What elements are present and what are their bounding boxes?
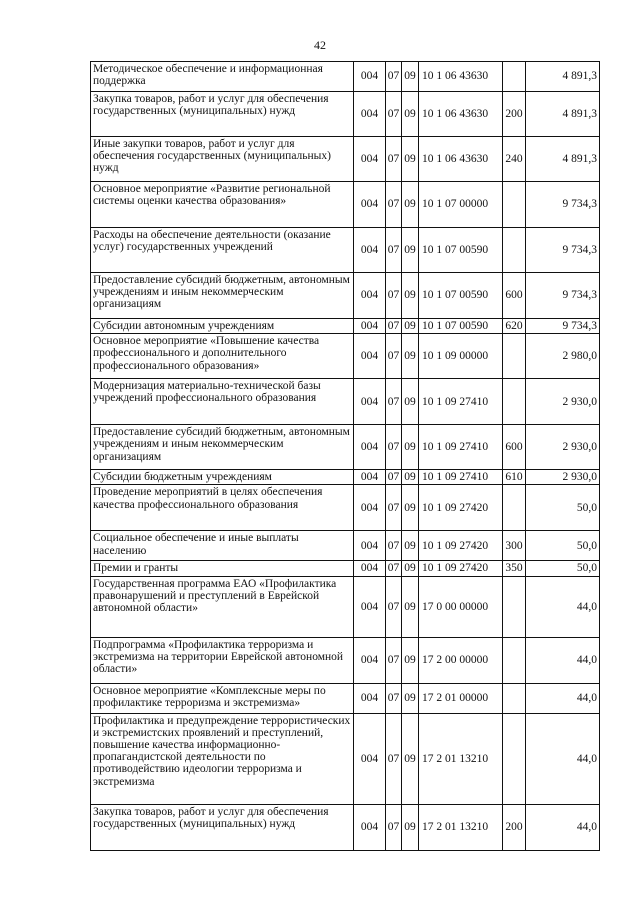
cell-ved: 004 [354,92,386,137]
cell-csr: 10 1 09 27410 [419,425,503,470]
cell-sum: 9 734,3 [526,273,600,319]
cell-ved: 004 [354,137,386,182]
cell-csr: 17 0 00 00000 [419,576,503,637]
row-name: Социальное обеспечение и иные выплаты населению [93,532,299,557]
cell-ved: 004 [354,485,386,531]
cell-name [91,319,354,334]
cell-name [91,683,354,713]
cell-ved: 004 [354,576,386,637]
cell-csr: 10 1 09 27410 [419,379,503,425]
row-name: Профилактика и предупреждение террористических и экстремистских проявлений и преступлений, повышение качества информационно-пропагандистской деятельности по противодействию идеологии терроризма и экстремизма [93,714,351,788]
cell-pr: 09 [402,804,419,850]
cell-vr: 200 [503,92,526,137]
cell-vr: 600 [503,273,526,319]
cell-sum: 50,0 [526,531,600,561]
cell-rz: 07 [386,319,402,334]
cell-rz: 07 [386,485,402,531]
cell-ved: 004 [354,182,386,228]
cell-csr: 10 1 09 27410 [419,470,503,485]
table-row [91,561,600,576]
cell-ved: 004 [354,228,386,273]
table-row [91,531,600,561]
cell-rz: 07 [386,531,402,561]
cell-vr [503,379,526,425]
cell-sum: 4 891,3 [526,137,600,182]
cell-pr: 09 [402,319,419,334]
cell-pr: 09 [402,561,419,576]
cell-csr: 17 2 01 13210 [419,804,503,850]
cell-csr: 10 1 07 00590 [419,228,503,273]
table-row [91,228,600,273]
budget-table [90,61,600,851]
cell-rz: 07 [386,228,402,273]
cell-pr: 09 [402,228,419,273]
cell-csr: 17 2 00 00000 [419,637,503,683]
cell-csr: 10 1 09 27420 [419,485,503,531]
table-row [91,379,600,425]
row-name: Основное мероприятие «Развитие региональной системы оценки качества образования» [93,183,331,208]
row-name: Предоставление субсидий бюджетным, автономным учреждениям и иным некоммерческим организациям [93,274,350,311]
cell-csr: 10 1 06 43630 [419,62,503,92]
row-name: Субсидии автономным учреждениям [93,320,275,332]
row-name: Закупка товаров, работ и услуг для обеспечения государственных (муниципальных) нужд [93,805,329,830]
cell-name [91,334,354,379]
cell-rz: 07 [386,62,402,92]
cell-vr [503,334,526,379]
cell-sum: 44,0 [526,804,600,850]
cell-vr [503,637,526,683]
cell-csr: 17 2 01 00000 [419,683,503,713]
table-row [91,182,600,228]
cell-vr [503,485,526,531]
cell-ved: 004 [354,713,386,804]
cell-csr: 10 1 06 43630 [419,92,503,137]
table-row [91,425,600,470]
row-name: Предоставление субсидий бюджетным, автономным учреждениям и иным некоммерческим организациям [93,426,350,463]
cell-sum: 4 891,3 [526,62,600,92]
row-name: Проведение мероприятий в целях обеспечения качества профессионального образования [93,486,323,511]
cell-ved: 004 [354,425,386,470]
table-body [91,62,600,851]
cell-pr: 09 [402,92,419,137]
cell-sum: 44,0 [526,637,600,683]
cell-sum: 4 891,3 [526,92,600,137]
cell-csr: 10 1 06 43630 [419,137,503,182]
cell-vr: 620 [503,319,526,334]
cell-csr: 10 1 07 00590 [419,319,503,334]
cell-csr: 10 1 09 27420 [419,561,503,576]
cell-name [91,379,354,425]
table-row [91,470,600,485]
cell-pr: 09 [402,576,419,637]
cell-ved: 004 [354,273,386,319]
cell-rz: 07 [386,425,402,470]
cell-name [91,137,354,182]
cell-name [91,485,354,531]
cell-sum: 2 930,0 [526,379,600,425]
cell-name [91,228,354,273]
cell-ved: 004 [354,62,386,92]
cell-rz: 07 [386,379,402,425]
cell-vr: 240 [503,137,526,182]
table-row [91,92,600,137]
cell-sum: 50,0 [526,485,600,531]
cell-ved: 004 [354,334,386,379]
cell-ved: 004 [354,319,386,334]
page-number: 42 [314,38,326,52]
row-name: Основное мероприятие «Повышение качества профессионального и дополнительного профессионального образования» [93,335,320,372]
cell-sum: 9 734,3 [526,182,600,228]
cell-ved: 004 [354,470,386,485]
cell-rz: 07 [386,334,402,379]
cell-pr: 09 [402,637,419,683]
cell-pr: 09 [402,531,419,561]
cell-rz: 07 [386,576,402,637]
cell-vr: 350 [503,561,526,576]
cell-name [91,92,354,137]
row-name: Иные закупки товаров, работ и услуг для обеспечения государственных (муниципальных) нужд [93,138,331,175]
cell-pr: 09 [402,470,419,485]
cell-name [91,637,354,683]
cell-rz: 07 [386,561,402,576]
cell-ved: 004 [354,531,386,561]
cell-rz: 07 [386,92,402,137]
cell-csr: 10 1 07 00000 [419,182,503,228]
table-row [91,576,600,637]
table-row [91,334,600,379]
cell-vr [503,576,526,637]
row-name: Премии и гранты [93,562,179,575]
row-name: Модернизация материально-технической базы учреждений профессионального образования [93,380,321,405]
cell-pr: 09 [402,485,419,531]
cell-name [91,470,354,485]
row-name: Основное мероприятие «Комплексные меры по профилактике терроризма и экстремизма» [93,684,326,709]
cell-csr: 10 1 09 00000 [419,334,503,379]
table-row [91,713,600,804]
cell-vr: 610 [503,470,526,485]
cell-name [91,273,354,319]
cell-sum: 9 734,3 [526,319,600,334]
row-name: Расходы на обеспечение деятельности (оказание услуг) государственных учреждений [93,229,331,254]
table-row [91,319,600,334]
cell-rz: 07 [386,804,402,850]
cell-ved: 004 [354,637,386,683]
cell-vr [503,228,526,273]
cell-name [91,713,354,804]
cell-pr: 09 [402,182,419,228]
cell-rz: 07 [386,182,402,228]
cell-sum: 9 734,3 [526,228,600,273]
cell-rz: 07 [386,137,402,182]
cell-vr [503,683,526,713]
cell-rz: 07 [386,713,402,804]
cell-sum: 50,0 [526,561,600,576]
cell-name [91,531,354,561]
cell-ved: 004 [354,683,386,713]
row-name: Методическое обеспечение и информационная поддержка [93,63,323,88]
cell-rz: 07 [386,683,402,713]
cell-sum: 44,0 [526,576,600,637]
table-row [91,485,600,531]
cell-sum: 2 930,0 [526,470,600,485]
cell-sum: 2 930,0 [526,425,600,470]
cell-csr: 17 2 01 13210 [419,713,503,804]
cell-name [91,182,354,228]
cell-sum: 2 980,0 [526,334,600,379]
cell-rz: 07 [386,470,402,485]
row-name: Субсидии бюджетным учреждениям [93,471,272,484]
cell-name [91,561,354,576]
cell-ved: 004 [354,561,386,576]
cell-name [91,425,354,470]
table-row [91,273,600,319]
table-row [91,137,600,182]
cell-csr: 10 1 09 27420 [419,531,503,561]
cell-vr: 600 [503,425,526,470]
table-row [91,637,600,683]
cell-vr [503,713,526,804]
cell-pr: 09 [402,379,419,425]
cell-vr [503,62,526,92]
cell-csr: 10 1 07 00590 [419,273,503,319]
cell-pr: 09 [402,713,419,804]
cell-pr: 09 [402,334,419,379]
cell-pr: 09 [402,62,419,92]
cell-ved: 004 [354,379,386,425]
cell-rz: 07 [386,273,402,319]
table-row [91,62,600,92]
cell-pr: 09 [402,683,419,713]
cell-pr: 09 [402,425,419,470]
cell-vr: 300 [503,531,526,561]
cell-vr: 200 [503,804,526,850]
cell-rz: 07 [386,637,402,683]
cell-sum: 44,0 [526,713,600,804]
cell-pr: 09 [402,273,419,319]
row-name: Государственная программа ЕАО «Профилактика правонарушений и преступлений в Еврейской автономной области» [93,577,337,615]
table-row [91,683,600,713]
cell-name [91,576,354,637]
cell-ved: 004 [354,804,386,850]
cell-vr [503,182,526,228]
cell-pr: 09 [402,137,419,182]
cell-name [91,804,354,850]
cell-name [91,62,354,92]
row-name: Подпрограмма «Профилактика терроризма и экстремизма на территории Еврейской автономной области» [93,638,344,676]
row-name: Закупка товаров, работ и услуг для обеспечения государственных (муниципальных) нужд [93,93,329,118]
cell-sum: 44,0 [526,683,600,713]
table-row [91,804,600,850]
